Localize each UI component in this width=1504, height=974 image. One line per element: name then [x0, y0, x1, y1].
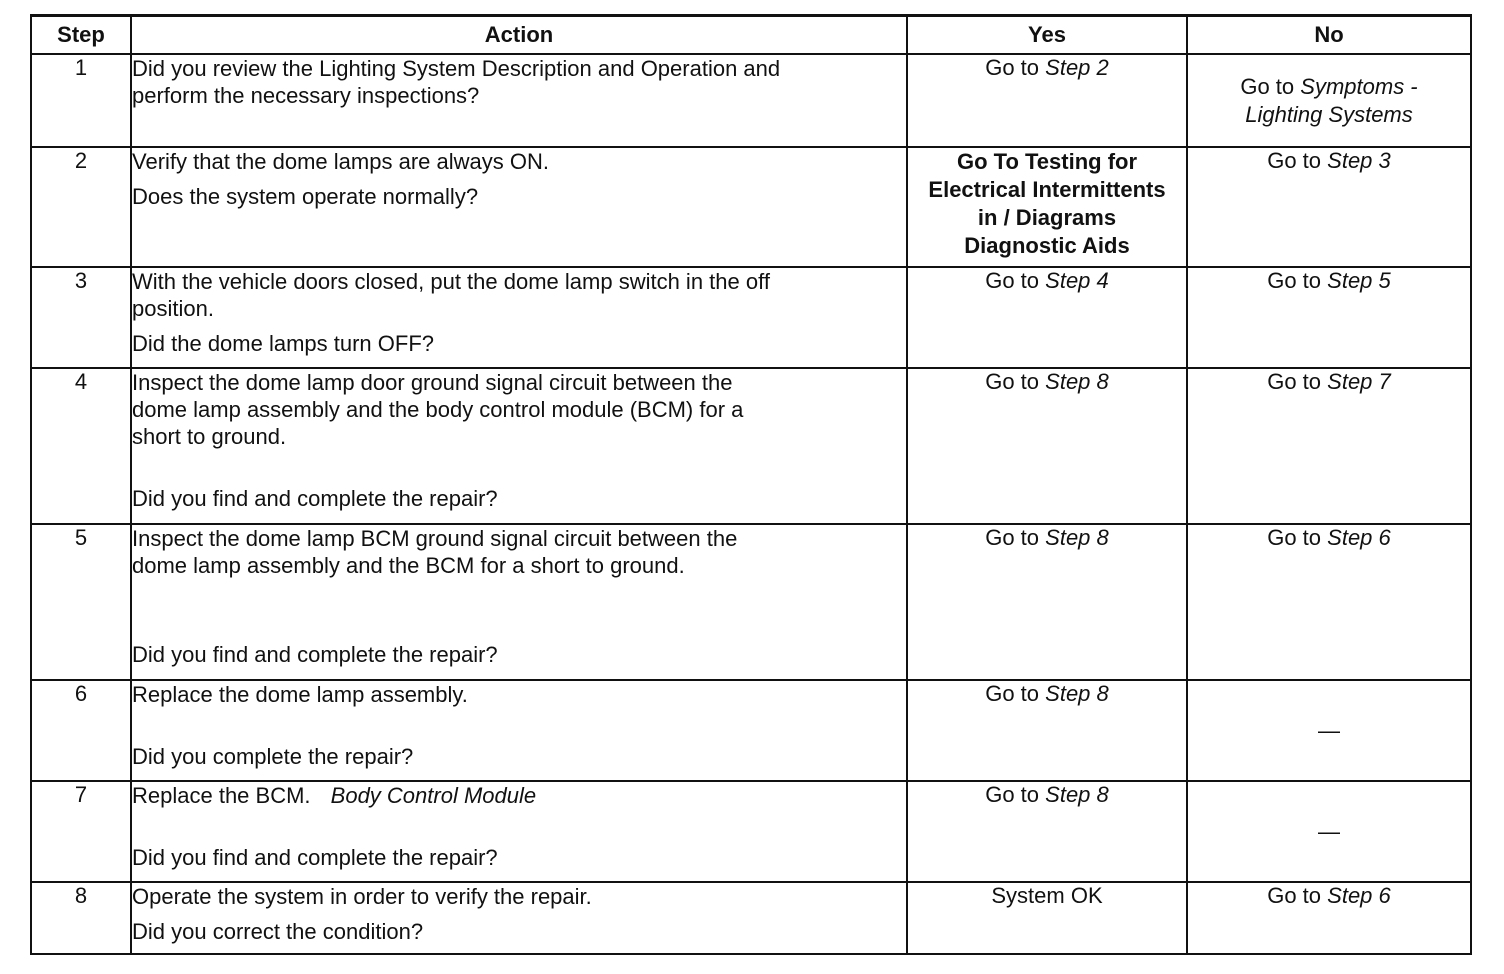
table-row-step-1 [31, 54, 1471, 147]
action-line: Operate the system in order to verify the repair. [132, 884, 592, 909]
table-row-step-6 [31, 680, 1471, 781]
action-line: position. [132, 296, 214, 321]
no-dash: — [1318, 717, 1340, 743]
yes-link-step-8[interactable]: Step 8 [1045, 369, 1109, 394]
no-cell [1187, 54, 1471, 147]
no-prefix: Go to [1267, 883, 1322, 908]
yes-cell-testing-intermittents[interactable] [907, 147, 1187, 267]
no-link-symptoms[interactable]: Symptoms - [1300, 73, 1418, 99]
step-number: 7 [31, 781, 131, 882]
no-link-step-3[interactable]: Step 3 [1327, 148, 1391, 173]
action-cell [131, 882, 907, 954]
no-link-step-6[interactable]: Step 6 [1327, 883, 1391, 908]
step-number: 3 [31, 267, 131, 368]
action-line: Replace the BCM. [132, 783, 311, 808]
diagnostic-table-sheet [30, 14, 1470, 954]
yes-bold-line: Diagnostic Aids [964, 233, 1130, 258]
no-cell [1187, 524, 1471, 680]
yes-cell [907, 882, 1187, 954]
action-line: Verify that the dome lamps are always ON. [132, 149, 549, 174]
yes-cell [907, 524, 1187, 680]
yes-cell [907, 368, 1187, 524]
no-prefix: Go to [1267, 148, 1322, 173]
action-line: Replace the dome lamp assembly. [132, 682, 468, 707]
yes-cell [907, 267, 1187, 368]
header-step: Step [31, 16, 131, 55]
no-link-step-6[interactable]: Step 6 [1327, 525, 1391, 550]
action-line: perform the necessary inspections? [132, 83, 480, 108]
action-question: Did you find and complete the repair? [132, 845, 498, 870]
no-link-step-7[interactable]: Step 7 [1327, 369, 1391, 394]
step-number: 2 [31, 147, 131, 267]
step-number: 6 [31, 680, 131, 781]
table-row-step-4 [31, 368, 1471, 524]
yes-link-step-2[interactable]: Step 2 [1045, 55, 1109, 80]
no-cell [1187, 147, 1471, 267]
action-question: Does the system operate normally? [132, 184, 479, 209]
action-cell [131, 147, 907, 267]
no-cell [1187, 882, 1471, 954]
diagnostic-table [30, 14, 1472, 955]
action-reference-link[interactable]: Body Control Module [330, 783, 537, 808]
yes-bold-line: in / Diagrams [977, 205, 1117, 230]
yes-prefix: Go to [985, 55, 1040, 80]
action-line: Inspect the dome lamp BCM ground signal circuit between the [132, 526, 738, 551]
yes-prefix: Go to [985, 782, 1040, 807]
table-row-step-5 [31, 524, 1471, 680]
action-line: dome lamp assembly and the body control module (BCM) for a [132, 397, 744, 422]
no-prefix: Go to [1267, 525, 1322, 550]
no-cell [1187, 781, 1471, 882]
yes-bold-line: Go To Testing for [956, 149, 1138, 174]
action-line: Inspect the dome lamp door ground signal circuit between the [132, 370, 733, 395]
action-cell [131, 680, 907, 781]
step-number: 5 [31, 524, 131, 680]
no-link-symptoms-line-2[interactable]: Lighting Systems [1245, 101, 1413, 127]
yes-link-step-4[interactable]: Step 4 [1045, 268, 1109, 293]
header-no: No [1187, 16, 1471, 55]
action-question: Did you correct the condition? [132, 919, 424, 944]
table-row-step-7 [31, 781, 1471, 882]
yes-prefix: Go to [985, 525, 1040, 550]
table-row-step-8 [31, 882, 1471, 954]
no-link-step-5[interactable]: Step 5 [1327, 268, 1391, 293]
action-cell [131, 267, 907, 368]
step-number: 8 [31, 882, 131, 954]
action-question: Did you find and complete the repair? [132, 642, 498, 667]
action-question: Did you find and complete the repair? [132, 486, 498, 511]
action-question: Did you complete the repair? [132, 744, 414, 769]
yes-bold-line: Electrical Intermittents [928, 177, 1166, 202]
no-dash: — [1318, 818, 1340, 844]
yes-cell [907, 54, 1187, 147]
action-line: Did you review the Lighting System Description and Operation and [132, 56, 781, 81]
yes-prefix: Go to [985, 369, 1040, 394]
table-row-step-2 [31, 147, 1471, 267]
action-line: dome lamp assembly and the BCM for a short to ground. [132, 553, 685, 578]
table-row-step-3 [31, 267, 1471, 368]
no-prefix: Go to [1267, 268, 1322, 293]
header-row [31, 16, 1471, 55]
no-cell [1187, 680, 1471, 781]
action-question: Did the dome lamps turn OFF? [132, 331, 435, 356]
header-yes: Yes [907, 16, 1187, 55]
no-prefix: Go to [1240, 73, 1295, 99]
yes-prefix: Go to [985, 681, 1040, 706]
yes-link-step-8[interactable]: Step 8 [1045, 525, 1109, 550]
action-cell [131, 54, 907, 147]
yes-link-step-8[interactable]: Step 8 [1045, 681, 1109, 706]
step-number: 4 [31, 368, 131, 524]
action-line: short to ground. [132, 424, 287, 449]
header-action: Action [131, 16, 907, 55]
yes-link-step-8[interactable]: Step 8 [1045, 782, 1109, 807]
no-prefix: Go to [1267, 369, 1322, 394]
action-cell [131, 368, 907, 524]
no-cell [1187, 368, 1471, 524]
action-cell [131, 781, 907, 882]
yes-cell [907, 680, 1187, 781]
yes-system-ok: System OK [991, 883, 1103, 908]
action-cell [131, 524, 907, 680]
no-cell [1187, 267, 1471, 368]
step-number: 1 [31, 54, 131, 147]
yes-prefix: Go to [985, 268, 1040, 293]
yes-cell [907, 781, 1187, 882]
action-line: With the vehicle doors closed, put the dome lamp switch in the off [132, 269, 770, 294]
